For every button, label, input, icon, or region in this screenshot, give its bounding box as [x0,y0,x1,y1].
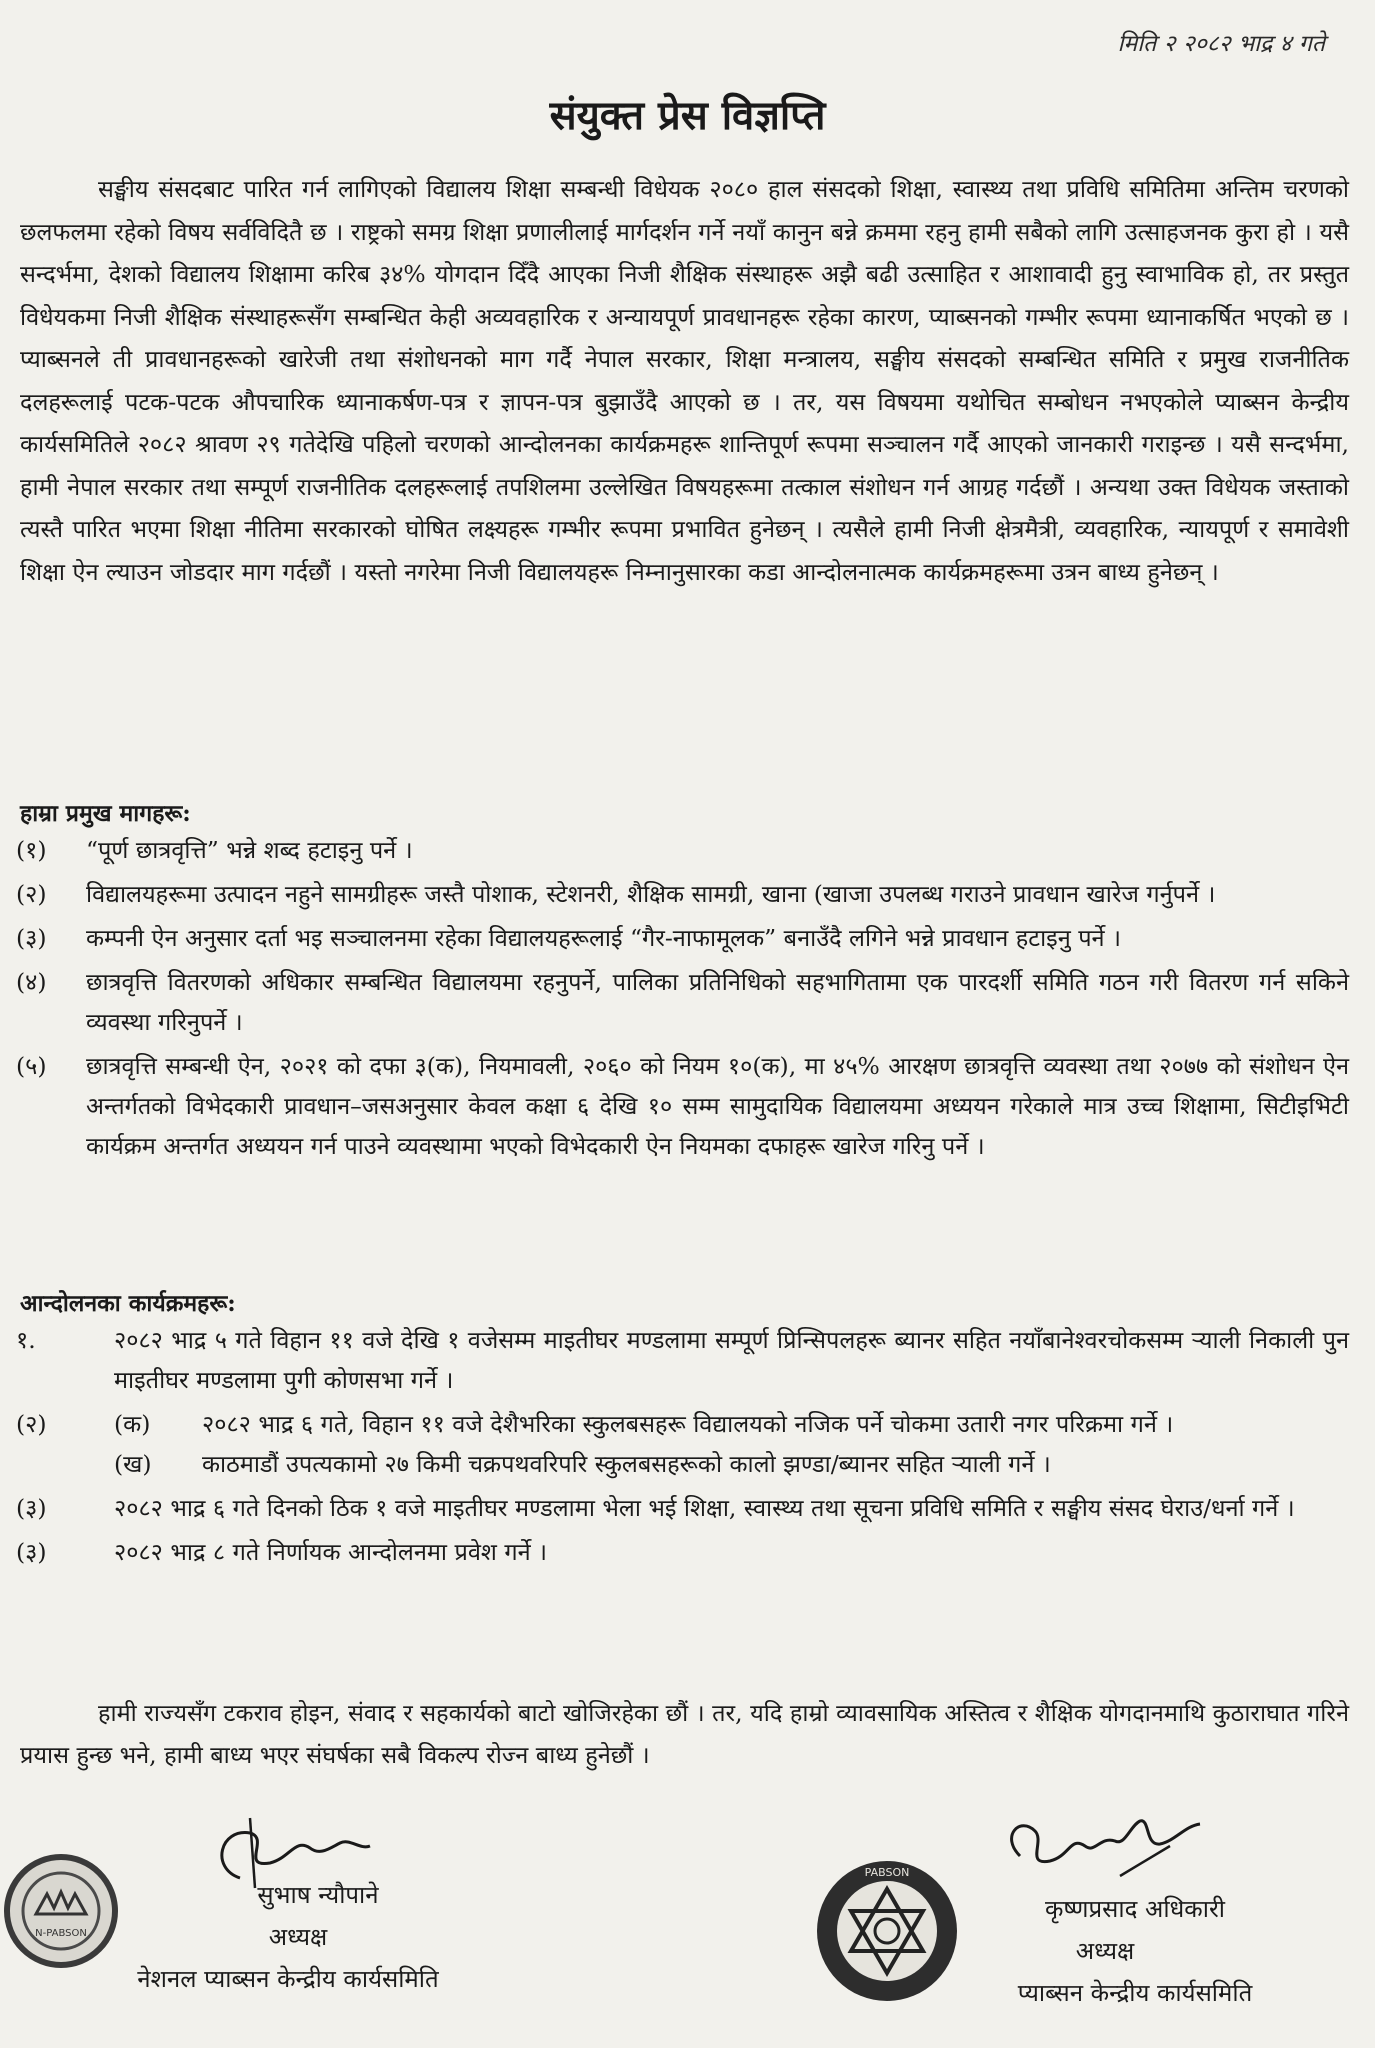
demand-number: (३) [16,924,47,952]
right-signatory-org: प्याब्सन केन्द्रीय कार्यसमिति [1017,1979,1253,2007]
demand-text: “पूर्ण छात्रवृत्ति” भन्ने शब्द हटाइनु पर्ने । [86,836,413,864]
date-line: मिति २ २०८२ भाद्र ४ गते [1117,31,1325,57]
right-signatory-role: अध्यक्ष [1075,1937,1135,1965]
program-text: २०८२ भाद्र ६ गते दिनको ठिक १ वजे माइतीघर मण्डलामा भेला भई शिक्षा, स्वास्थ्य तथा सूचना प्रविधि समिति र सङ्घीय संसद घेराउ/धर्ना गर्ने । [114,1494,1295,1522]
demand-item [16,874,1349,914]
left-signatory-role: अध्यक्ष [268,1923,328,1951]
demand-number: (५) [16,1052,47,1080]
subitem-number: (क) [114,1410,151,1438]
demand-item [16,830,1349,870]
demand-number: (४) [16,968,47,996]
closing-text: हामी राज्यसँग टकराव होइन, संवाद र सहकार्यको बाटो खोजिरहेका छौं । तर, यदि हाम्रो व्यावसायिक अस्तित्व र शैक्षिक योगदानमाथि कुठाराघात गरिने प्रयास हुन्छ भने, हामी बाध्य भएर संघर्षका सबै विकल्प रोज्न बाध्य हुनेछौं । [20,1699,1349,1769]
program-number: (३) [16,1538,47,1566]
intro-text: सङ्घीय संसदबाट पारित गर्न लागिएको विद्यालय शिक्षा सम्बन्धी विधेयक २०८० हाल संसदको शिक्षा, स्वास्थ्य तथा प्रविधि समितिमा अन्तिम चरणको छलफलमा रहेको विषय सर्वविदितै छ । राष्ट्रको समग्र शिक्षा प्रणालीलाई मार्गदर्शन गर्ने नयाँ कानुन बन्ने क्रममा रहनु हामी सबैको लागि उत्साहजनक कुरा हो । यसै सन्दर्भमा, देशको विद्यालय शिक्षामा करिब ३४% योगदान दिँदै आएका निजी शैक्षिक संस्थाहरू अझै बढी उत्साहित र आशावादी हुनु स्वाभाविक हो, तर प्रस्तुत विधेयकमा निजी शैक्षिक संस्थाहरूसँग सम्बन्धित केही अव्यवहारिक र अन्यायपूर्ण प्रावधानहरू रहेका कारण, प्याब्सनको गम्भीर रूपमा ध्यानाकर्षित भएको छ । प्याब्सनले ती प्रावधानहरूको खारेजी तथा संशोधनको माग गर्दै नेपाल सरकार, शिक्षा मन्त्रालय, सङ्घीय संसदको सम्बन्धित समिति र प्रमुख राजनीतिक दलहरूलाई पटक-पटक औपचारिक ध्यानाकर्षण-पत्र र ज्ञापन-पत्र बुझाउँदै आएको छ । तर, यस विषयमा यथोचित सम्बोधन नभएकोले प्याब्सन केन्द्रीय कार्यसमितिले २०८२ श्रावण २९ गतेदेखि पहिलो चरणको आन्दोलनका कार्यक्रमहरू शान्तिपूर्ण रूपमा सञ्चालन गर्दै आएको जानकारी गराइन्छ । यसै सन्दर्भमा, हामी नेपाल सरकार तथा सम्पूर्ण राजनीतिक दलहरूलाई तपशिलमा उल्लेखित विषयहरूमा तत्काल संशोधन गर्न आग्रह गर्दछौं । अन्यथा उक्त विधेयक जस्ताको त्यस्तै पारित भएमा शिक्षा नीतिमा सरकारको घोषित लक्ष्यहरू गम्भीर रूपमा प्रभावित हुनेछन् । त्यसैले हामी निजी क्षेत्रमैत्री, व्यवहारिक, न्यायपूर्ण र समावेशी शिक्षा ऐन ल्याउन जोडदार माग गर्दछौं । यस्तो नगरेमा निजी विद्यालयहरू निम्नानुसारका कडा आन्दोलनात्मक कार्यक्रमहरूमा उत्रन बाध्य हुनेछन् । [20,175,1349,586]
program-number: (२) [16,1410,47,1438]
left-signatory-block [78,1874,498,2000]
demand-text: विद्यालयहरूमा उत्पादन नहुने सामग्रीहरू जस्तै पोशाक, स्टेशनरी, शैक्षिक सामग्री, खाना (खाजा उपलब्ध गराउने प्रावधान खारेज गर्नुपर्ने । [86,880,1216,908]
left-signatory-name: सुभाष न्यौपाने [257,1881,379,1909]
left-signatory-org: नेशनल प्याब्सन केन्द्रीय कार्यसमिति [137,1965,439,1993]
demand-text: कम्पनी ऐन अनुसार दर्ता भइ सञ्चालनमा रहेका विद्यालयहरूलाई “गैर-नाफामूलक” बनाउँदै लगिने भन्ने प्रावधान हटाइनु पर्ने । [86,924,1121,952]
program-item [16,1532,1349,1572]
demand-number: (१) [16,836,47,864]
closing-paragraph [20,1692,1349,1776]
program-text: २०८२ भाद्र ५ गते विहान ११ वजे देखि १ वजेसम्म माइतीघर मण्डलामा सम्पूर्ण प्रिन्सिपलहरू ब्यानर सहित नयाँबानेश्वरचोकसम्म र्‍याली निकाली पुन माइतीघर मण्डलामा पुगी कोणसभा गर्ने । [114,1326,1349,1394]
subitem-text: २०८२ भाद्र ६ गते, विहान ११ वजे देशैभरिका स्कुलबसहरू विद्यालयको नजिक पर्ने चोकमा उतारी नगर परिक्रमा गर्ने । [202,1410,1174,1438]
intro-paragraph [20,168,1349,593]
subitem-text: काठमाडौं उपत्यकामो २७ किमी चक्रपथवरिपरि स्कुलबसहरूको कालो झण्डा/ब्यानर सहित र्‍याली गर्ने । [202,1450,1051,1478]
page-title: संयुक्त प्रेस विज्ञप्ति [549,92,826,139]
program-item [16,1488,1349,1528]
program-subitem [114,1404,1349,1444]
right-seal-text: PABSON [864,1866,910,1879]
demand-number: (२) [16,880,47,908]
demand-item [16,918,1349,958]
right-signatory-block [925,1888,1345,2014]
subitem-number: (ख) [114,1450,152,1478]
program-item [16,1320,1349,1400]
demands-list [16,830,1349,1170]
demand-text: छात्रवृत्ति वितरणको अधिकार सम्बन्धित विद्यालयमा रहनुपर्ने, पालिका प्रतिनिधिको सहभागितामा एक पारदर्शी समिति गठन गरी वितरण गर्न सकिने व्यवस्था गरिनुपर्ने । [86,968,1349,1036]
right-signature-icon [1000,1806,1210,1886]
left-seal-text: N-PABSON [35,1928,87,1939]
demand-item [16,1046,1349,1166]
programs-list [16,1320,1349,1576]
program-number: १. [16,1326,36,1354]
right-signatory-name: कृष्णप्रसाद अधिकारी [1045,1895,1225,1923]
demand-text: छात्रवृत्ति सम्बन्धी ऐन, २०२१ को दफा ३(क), नियमावली, २०६० को नियम १०(क), मा ४५% आरक्षण छात्रवृत्ति व्यवस्था तथा २०७७ को संशोधन ऐन अन्तर्गतको विभेदकारी प्रावधान–जसअनुसार केवल कक्षा ६ देखि १० सम्म सामुदायिक विद्यालयमा अध्ययन गरेकाले मात्र उच्च शिक्षामा, सिटीइभिटी कार्यक्रम अन्तर्गत अध्ययन गर्न पाउने व्यवस्थामा भएको विभेदकारी ऐन नियमका दफाहरू खारेज गरिनु पर्ने । [86,1052,1349,1160]
program-item [16,1404,1349,1484]
program-number: (३) [16,1494,47,1522]
program-text: २०८२ भाद्र ८ गते निर्णायक आन्दोलनमा प्रवेश गर्ने । [114,1538,548,1566]
demands-heading: हाम्रा प्रमुख मागहरू: [20,800,191,827]
demand-item [16,962,1349,1042]
programs-heading: आन्दोलनका कार्यक्रमहरू: [20,1290,236,1317]
program-subitem [114,1444,1349,1484]
